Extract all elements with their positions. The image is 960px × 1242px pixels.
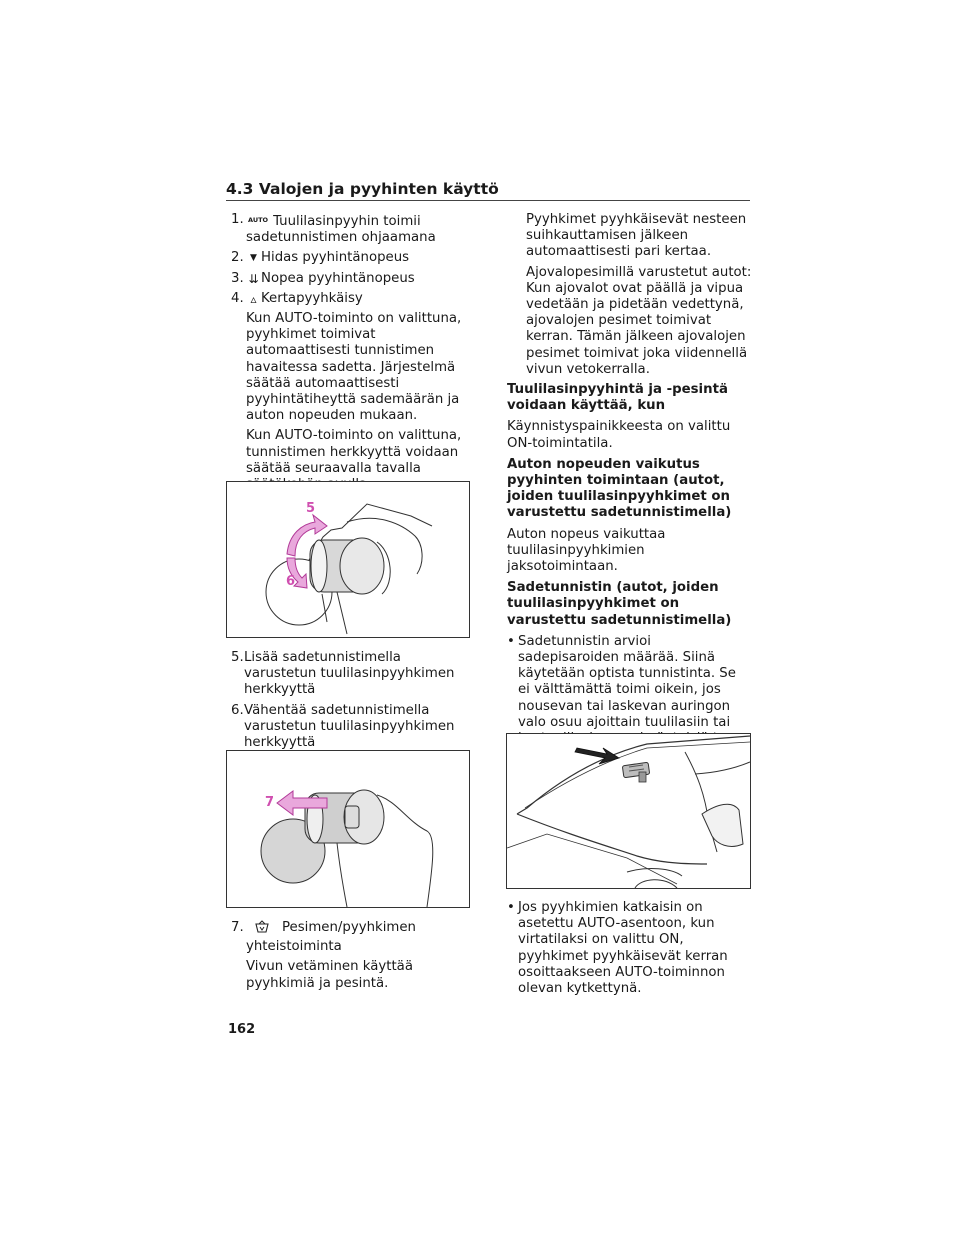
list-item-7 bbox=[231, 920, 471, 955]
left-column-top bbox=[231, 212, 471, 497]
figure-label-7: 7 bbox=[265, 795, 275, 810]
auto-description: Kun AUTO-toiminto on valittuna, pyyhkimet toimivat automaattisesti tunnistimen havaitessa sadetta. Järjestelmä säätää automaattisesti pyyhintätiheyttä sademäärän ja auton nopeuden mukaan. bbox=[246, 311, 462, 424]
item-text: Pesimen/pyyhkimen yhteistoiminta bbox=[246, 920, 416, 955]
item-number: 2. bbox=[231, 250, 244, 266]
item-number: 6. bbox=[231, 702, 244, 718]
left-column-middle bbox=[231, 650, 471, 755]
headlight-washer-text: Ajovalopesimillä varustetut autot: Kun ajovalot ovat päällä ja vipua vedetään ja pidetään vedettynä, ajovalojen pesimet toimivat kerran. Tämän jälkeen ajovalojen pesimet toimivat joka viidennellä vivun vetokerralla. bbox=[526, 264, 752, 377]
usage-condition-text: Käynnistyspainikkeesta on valittu ON-toimintatila. bbox=[507, 419, 731, 451]
item-text: Tuulilasinpyyhin toimii sadetunnistimen ohjaamana bbox=[246, 214, 436, 246]
speed-effect-text: Auton nopeus vaikuttaa tuulilasinpyyhkimien jaksotoimintaan. bbox=[507, 526, 666, 575]
list-item-4 bbox=[231, 291, 471, 307]
list-item-1 bbox=[231, 212, 471, 246]
list-item-5 bbox=[231, 650, 471, 699]
bullet-mark: • bbox=[507, 633, 515, 649]
single-wipe-icon: ▵ bbox=[250, 291, 257, 306]
item-number: 1. bbox=[231, 212, 244, 227]
page-number: 162 bbox=[228, 1022, 256, 1037]
section-divider bbox=[226, 200, 750, 201]
sensitivity-description: Kun AUTO-toiminto on valittuna, tunnistimen herkkyyttä voidaan säätää seuraavalla tavalla bbox=[246, 428, 462, 476]
washer-followup-text: Pyyhkimet pyyhkäisevät nesteen suihkauttamisen jälkeen automaattisesti pari kertaa. bbox=[526, 212, 747, 260]
item-number: 5. bbox=[231, 650, 244, 665]
fast-speed-icon: ⇊ bbox=[248, 271, 259, 286]
bullet-mark: • bbox=[507, 900, 515, 915]
item-text: Kertapyyhkäisy bbox=[261, 290, 363, 306]
item-number: 4. bbox=[231, 290, 244, 306]
list-item-3 bbox=[231, 271, 471, 287]
right-column-bottom bbox=[507, 900, 752, 1001]
subheading-usage: Tuulilasinpyyhintä ja -pesintä voidaan käyttää, kun bbox=[507, 382, 728, 414]
washer-icon bbox=[254, 920, 270, 939]
item-number: 3. bbox=[231, 270, 244, 286]
figure-label-6: 6 bbox=[286, 574, 296, 589]
list-item-6 bbox=[231, 703, 471, 752]
windshield-sensor-illustration bbox=[506, 733, 751, 889]
item-text: Hidas pyyhintänopeus bbox=[261, 250, 410, 266]
left-column-bottom bbox=[231, 920, 471, 996]
subheading-speed-effect: Auton nopeuden vaikutus pyyhinten toimintaan (autot, joiden tuulilasinpyyhkimet on varustettu sadetunnistimella) bbox=[507, 456, 732, 521]
lever-pull-illustration bbox=[226, 750, 470, 908]
sensitivity-ring-illustration bbox=[226, 481, 470, 638]
bullet-text: Jos pyyhkimien katkaisin on asetettu AUTO-asentoon, kun virtatilaksi on valittu ON, pyyhkimet pyyhkäisevät kerran osoittaakseen AUTO-toiminnon olevan kytkettynä. bbox=[518, 900, 728, 997]
right-column-top bbox=[507, 212, 752, 751]
item-text: Nopea pyyhintänopeus bbox=[261, 270, 415, 286]
list-item-2 bbox=[231, 250, 471, 266]
slow-speed-icon: ▼ bbox=[250, 253, 257, 264]
section-title: 4.3 Valojen ja pyyhinten käyttö bbox=[226, 180, 499, 198]
auto-mode-icon: AUTO bbox=[248, 216, 269, 224]
bullet-item bbox=[507, 900, 752, 997]
bullet-text: Sadetunnistin arvioi sadepisaroiden määrää. Siinä käytetään optista tunnistinta. Se ei välttämättä toimi oikein, jos nousevan tai laskevan auringon valo osuu ajoittain tuulilasiin tai bbox=[518, 633, 736, 730]
item-number: 7. bbox=[231, 920, 244, 935]
item-text: Vähentää sadetunnistimella varustetun tuulilasinpyyhkimen herkkyyttä bbox=[244, 702, 455, 751]
lever-pull-description: Vivun vetäminen käyttää pyyhkimiä ja pesintä. bbox=[246, 959, 413, 991]
subheading-rain-sensor: Sadetunnistin (autot, joiden tuulilasinpyyhkimet on varustettu sadetunnistimella) bbox=[507, 580, 732, 628]
bullet-item bbox=[507, 634, 752, 747]
figure-label-5: 5 bbox=[306, 501, 316, 516]
item-text: Lisää sadetunnistimella varustetun tuulilasinpyyhkimen herkkyyttä bbox=[244, 650, 455, 698]
